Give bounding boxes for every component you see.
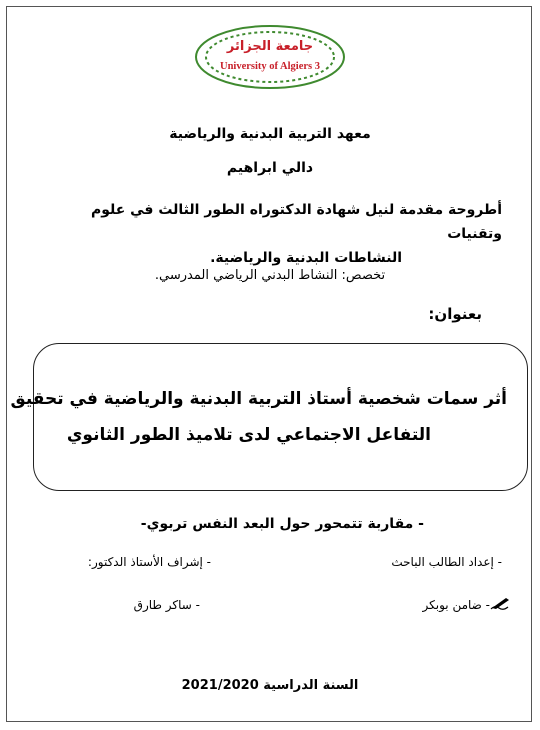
specialty: تخصص: النشاط البدني الرياضي المدرسي. xyxy=(154,268,386,283)
university-logo xyxy=(190,22,350,92)
student-name: - ضامن بوبكر xyxy=(422,598,490,612)
academic-year: السنة الدراسية 2021/2020 xyxy=(181,678,359,693)
supervisor-name: - ساكر طارق xyxy=(133,598,200,612)
institute-name: معهد التربية البدنية والرياضية xyxy=(169,126,371,142)
prepared-by-label: - إعداد الطالب الباحث xyxy=(391,555,502,569)
thesis-title-line-1: أثر سمات شخصية أستاذ التربية البدنية والرياضية في تحقيق xyxy=(10,389,507,409)
author-name: دالي ابراهيم xyxy=(226,160,314,176)
logo-wreath-outer xyxy=(196,26,344,88)
thesis-statement xyxy=(40,198,502,270)
pen-icon xyxy=(490,596,512,610)
title-label: بعنوان: xyxy=(428,305,482,323)
thesis-line-1: أطروحة مقدمة لنيل شهادة الدكتوراه الطور الثالث في علوم وتقنيات xyxy=(90,202,502,242)
title-box xyxy=(10,343,528,491)
thesis-title-line-2: التفاعل الاجتماعي لدى تلاميذ الطور الثانوي xyxy=(66,425,431,445)
approach-subtitle: - مقاربة تتمحور حول البعد النفس تربوي- xyxy=(140,516,424,532)
supervisor-label: - إشراف الأستاذ الدكتور: xyxy=(87,555,211,569)
logo-latin-text: University of Algiers 3 xyxy=(219,61,321,72)
thesis-line-2: النشاطات البدنية والرياضية. xyxy=(210,250,402,266)
logo-arabic-text: جامعة الجزائر xyxy=(226,39,314,54)
